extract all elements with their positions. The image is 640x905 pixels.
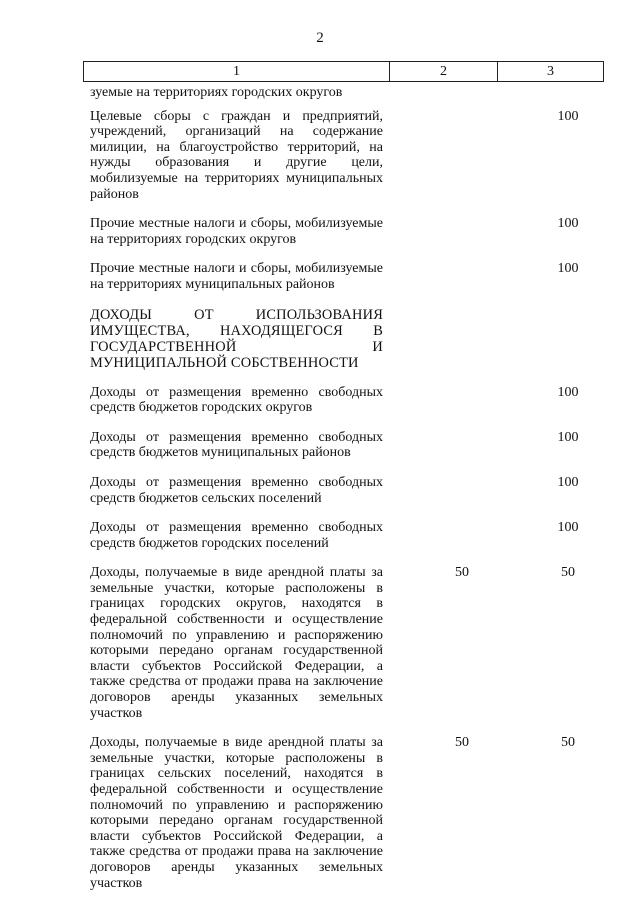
row-description: Доходы, получаемые в виде арендной платы за земельные участки, которые расположены в границах сельских поселений, находятся в федеральной собственности и осуществление полномочий по управлению и распоряжению которыми передано органам государственной власти субъектов Российской Федерации, а также средства от продажи права на заключение договоров аренды указанных земельных участков — [90, 735, 383, 891]
header-row — [84, 62, 604, 82]
header-cell-1: 1 — [84, 62, 390, 82]
row-value-col2: 50 — [455, 735, 469, 751]
section-heading-row — [90, 307, 600, 371]
row-description: зуемые на территориях городских округов — [90, 85, 343, 100]
table-row — [90, 565, 600, 721]
table-row — [90, 475, 600, 506]
table-row — [90, 216, 600, 247]
table-row — [90, 735, 600, 891]
table-body — [90, 85, 600, 905]
row-value-col3: 100 — [557, 520, 579, 536]
row-description: Доходы, получаемые в виде арендной платы за земельные участки, которые расположены в границах городских округов, находятся в федеральной собственности и осуществление полномочий по управлению и распоряжению которыми передано органам государственной власти субъектов Российской Федерации, а также средства от продажи права на заключение договоров аренды указанных земельных участков — [90, 565, 383, 721]
row-description: Целевые сборы с граждан и предприятий, учреждений, организаций на содержание милиции, на благоустройство территорий, на нужды образования и другие цели, мобилизуемые на территориях муниципальных районов — [90, 108, 383, 202]
row-description: Прочие местные налоги и сборы, мобилизуемые на территориях городских округов — [90, 216, 383, 247]
row-value-col3: 100 — [557, 384, 579, 400]
row-description: Доходы от размещения временно свободных средств бюджетов сельских поселений — [90, 474, 383, 506]
row-description: Доходы от размещения временно свободных средств бюджетов муниципальных районов — [90, 429, 383, 461]
table-row — [90, 109, 600, 203]
row-value-col3: 50 — [561, 565, 575, 581]
table-row — [90, 520, 600, 551]
page-number: 2 — [316, 30, 324, 46]
row-value-col3: 100 — [557, 429, 579, 445]
row-value-col3: 100 — [557, 216, 579, 232]
row-value-col3: 100 — [557, 108, 579, 124]
row-description: Доходы от размещения временно свободных средств бюджетов городских округов — [90, 384, 383, 416]
row-value-col2: 50 — [455, 565, 469, 581]
row-description: Доходы от размещения временно свободных средств бюджетов городских поселений — [90, 520, 383, 551]
row-description: Прочие местные налоги и сборы, мобилизуемые на территориях муниципальных районов — [90, 261, 383, 292]
header-cell-2: 2 — [390, 62, 498, 82]
row-value-col3: 100 — [557, 261, 579, 277]
row-value-col3: 100 — [557, 474, 579, 490]
table-row — [90, 261, 600, 292]
table-header — [83, 61, 604, 82]
table-row — [90, 430, 600, 461]
table-row — [90, 85, 600, 101]
section-heading: ДОХОДЫ ОТ ИСПОЛЬЗОВАНИЯ ИМУЩЕСТВА, НАХОДЯЩЕГОСЯ В ГОСУДАРСТВЕННОЙ И МУНИЦИПАЛЬНОЙ СОБСТВЕННОСТИ — [90, 306, 383, 371]
row-value-col3: 50 — [561, 735, 575, 751]
table-row — [90, 385, 600, 416]
header-cell-3: 3 — [498, 62, 604, 82]
